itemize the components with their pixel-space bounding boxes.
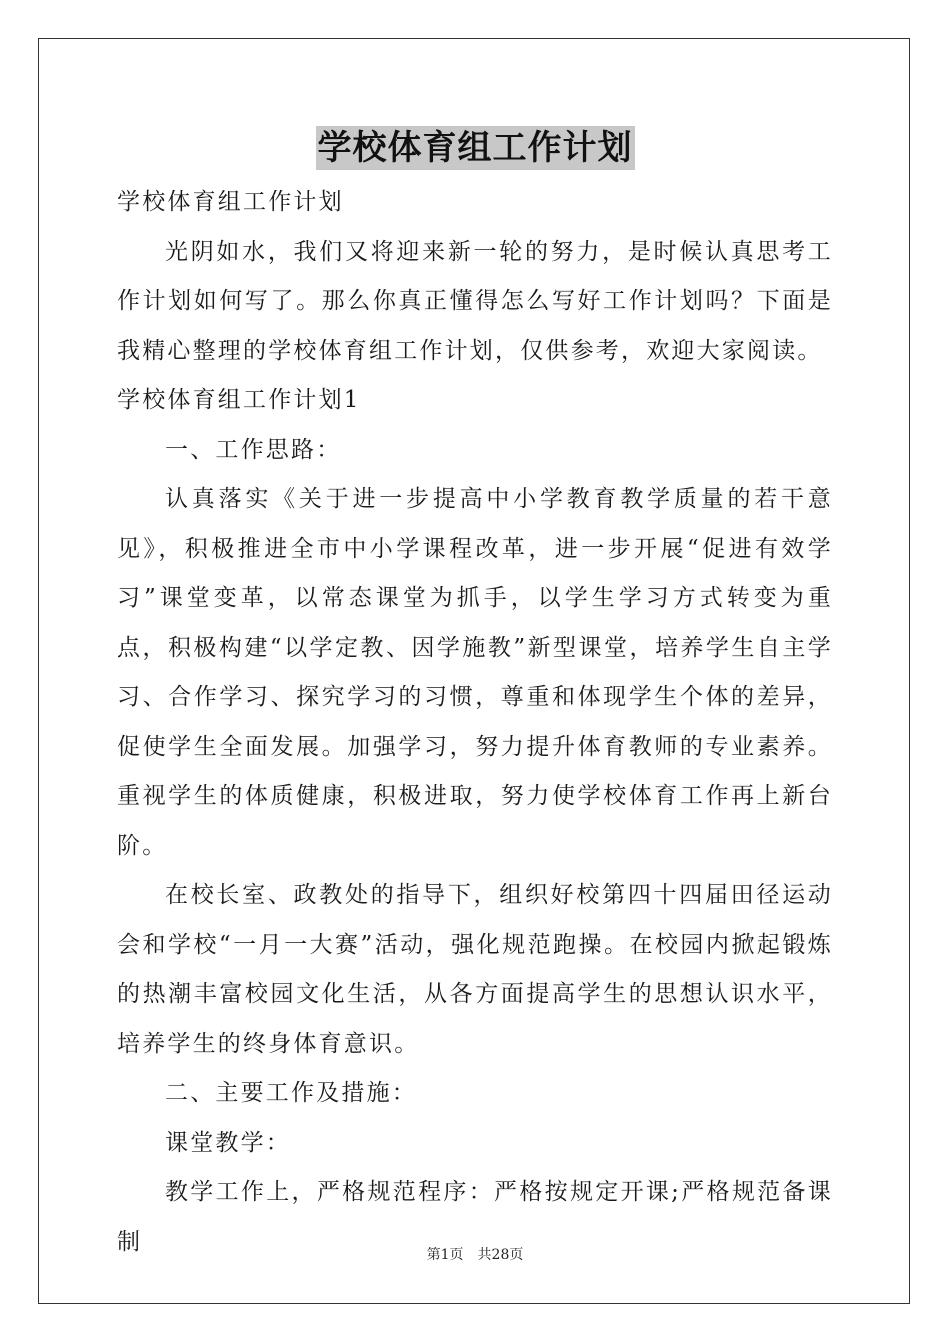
paragraph: 光阴如水，我们又将迎来新一轮的努力，是时候认真思考工作计划如何写了。那么你真正懂得怎么写好工作计划吗？下面是我精心整理的学校体育组工作计划，仅供参考，欢迎大家阅读。 (117, 238, 833, 364)
title-container (0, 126, 950, 170)
paragraph: 在校长室、政教处的指导下，组织好校第四十四届田径运动会和学校“一月一大赛”活动，强化规范跑操。在校园内掀起锻炼的热潮丰富校园文化生活，从各方面提高学生的思想认识水平，培养学生的终身体育意识。 (117, 882, 833, 1057)
document-title: 学校体育组工作计划 (317, 128, 633, 168)
paragraph: 学校体育组工作计划 (117, 189, 344, 215)
page-footer (0, 1244, 950, 1264)
paragraph: 认真落实《关于进一步提高中小学教育教学质量的若干意见》，积极推进全市中小学课程改革，进一步开展“促进有效学习”课堂变革，以常态课堂为抓手，以学生学习方式转变为重点，积极构建“以学定教、因学施教”新型课堂，培养学生自主学习、合作学习、探究学习的习惯，尊重和体现学生个体的差异，促使学生全面发展。加强学习，努力提升体育教师的专业素养。重视学生的体质健康，积极进取，努力使学校体育工作再上新台阶。 (117, 486, 833, 859)
paragraph: 教学工作上，严格规范程序：严格按规定开课;严格规范备课制 (117, 1179, 833, 1255)
paragraph: 学校体育组工作计划1 (117, 387, 361, 413)
paragraph: 课堂教学： (165, 1129, 291, 1156)
document-body (117, 178, 833, 1267)
page-number: 第1页 共28页 (426, 1247, 524, 1263)
paragraph: 一、工作思路： (165, 436, 342, 463)
paragraph: 二、主要工作及措施： (165, 1080, 417, 1106)
